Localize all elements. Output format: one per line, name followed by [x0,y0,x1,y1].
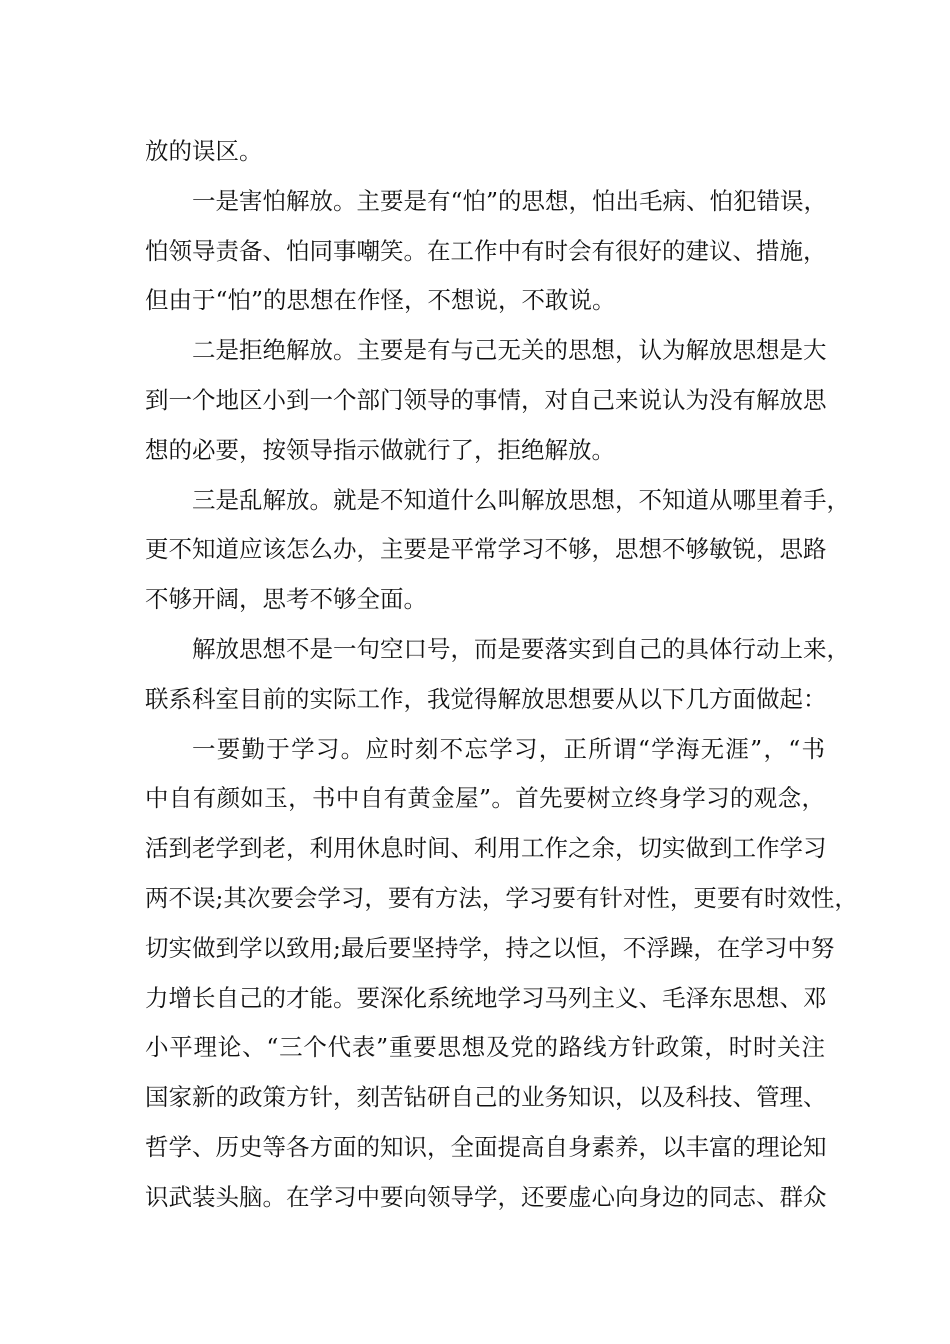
text-line: 国家新的政策方针，刻苦钻研自己的业务知识，以及科技、管理、 [145,1083,827,1112]
text-line: 力增长自己的才能。要深化系统地学习马列主义、毛泽东思想、邓 [145,983,827,1012]
text-line: 二是拒绝解放。主要是有与己无关的思想，认为解放思想是大 [192,336,827,365]
text-line: 想的必要，按领导指示做就行了，拒绝解放。 [145,435,615,464]
text-line: 但由于“怕”的思想在作怪，不想说，不敢说。 [145,286,616,315]
text-line: 小平理论、“三个代表”重要思想及党的路线方针政策，时时关注 [145,1033,825,1062]
body-text [145,127,858,1223]
text-line: 识武装头脑。在学习中要向领导学，还要虚心向身边的同志、群众 [145,1182,827,1211]
text-line: 活到老学到老，利用休息时间、利用工作之余，切实做到工作学习 [145,834,827,863]
text-line: 切实做到学以致用;最后要坚持学，持之以恒，不浮躁，在学习中努 [145,933,835,962]
text-line: 一是害怕解放。主要是有“怕”的思想，怕出毛病、怕犯错误， [192,186,828,215]
text-line: 联系科室目前的实际工作，我觉得解放思想要从以下几方面做起： [145,684,827,713]
text-line: 放的误区。 [145,137,263,165]
text-line: 怕领导责备、怕同事嘲笑。在工作中有时会有很好的建议、措施， [145,236,827,265]
text-line: 到一个地区小到一个部门领导的事情，对自己来说认为没有解放思 [145,385,827,414]
text-line: 哲学、历史等各方面的知识，全面提高自身素养，以丰富的理论知 [145,1132,827,1161]
text-line: 更不知道应该怎么办，主要是平常学习不够，思想不够敏锐，思路 [145,535,827,564]
text-line: 一要勤于学习。应时刻不忘学习，正所谓“学海无涯”，“书 [192,734,825,763]
text-line: 不够开阔，思考不够全面。 [145,585,427,614]
text-line: 解放思想不是一句空口号，而是要落实到自己的具体行动上来， [192,634,850,663]
text-line: 三是乱解放。就是不知道什么叫解放思想，不知道从哪里着手， [192,485,850,514]
text-line: 两不误;其次要会学习，要有方法，学习要有针对性，更要有时效性， [145,883,858,912]
text-line: 中自有颜如玉，书中自有黄金屋”。首先要树立终身学习的观念， [145,784,825,813]
